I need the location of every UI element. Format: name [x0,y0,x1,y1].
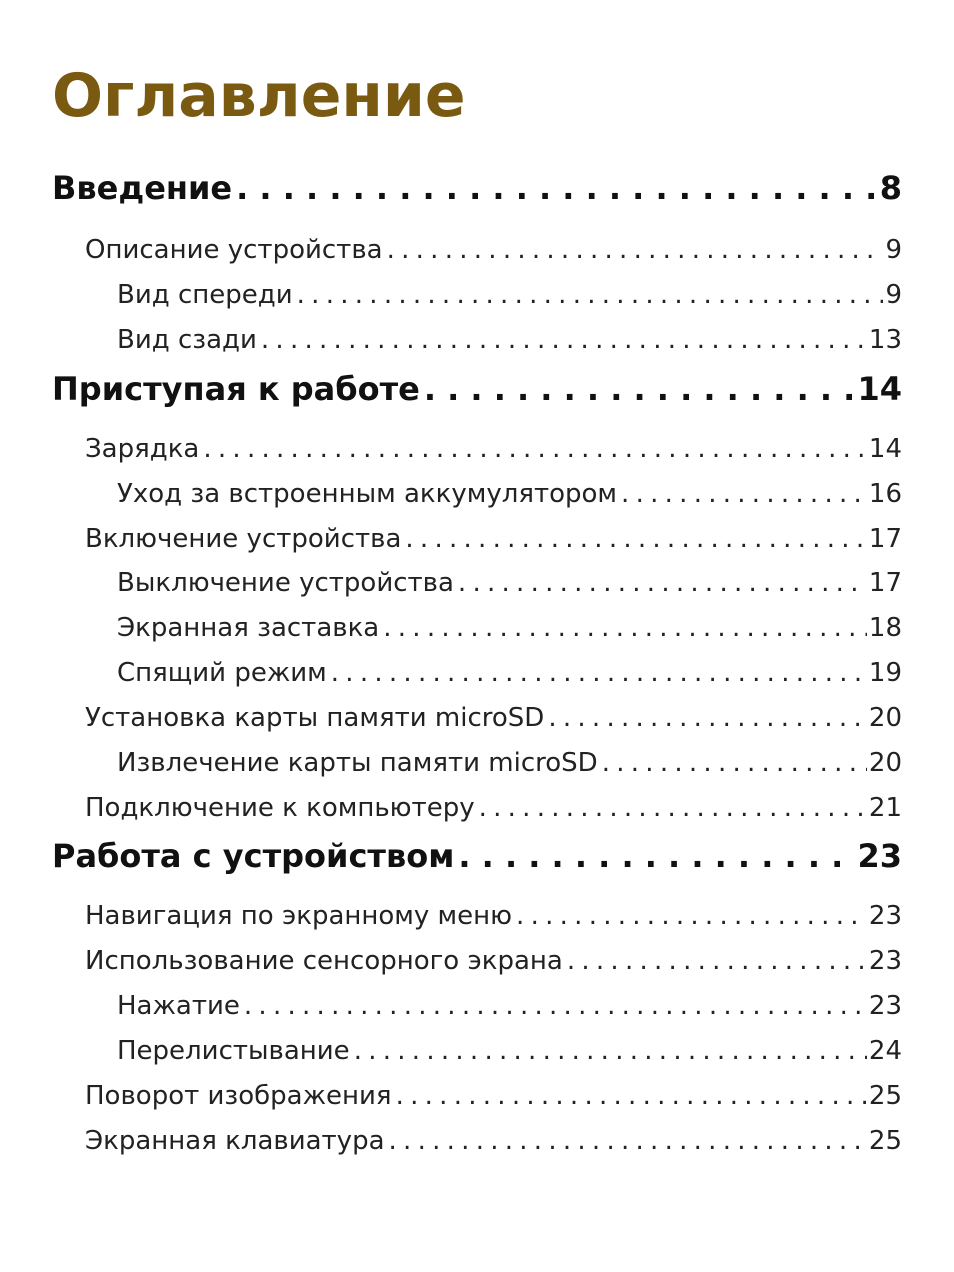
toc-entry-page: 21 [868,793,902,823]
toc-entry-page: 14 [857,370,902,408]
toc-entry[interactable] [52,369,902,409]
toc-entry-label: Экранная заставка [117,613,380,643]
dot-leader [236,168,878,208]
toc-entry[interactable] [85,701,902,735]
toc-entry[interactable] [117,566,902,600]
toc-entry-label: Включение устройства [85,524,402,554]
toc-entry[interactable] [117,278,902,312]
toc-entry-label: Введение [52,169,233,207]
toc-entry[interactable] [117,989,902,1023]
toc-entry-page: 9 [885,235,902,265]
toc-entry-page: 25 [868,1081,902,1111]
toc-entry[interactable] [52,168,902,208]
dot-leader [424,369,856,409]
dot-leader [389,1124,867,1158]
toc-entry-page: 14 [868,434,902,464]
dot-leader [405,522,867,556]
toc-entry-page: 13 [868,325,902,355]
toc-entry[interactable] [117,611,902,645]
toc-entry-label: Работа с устройством [52,837,455,875]
toc-entry-page: 24 [868,1036,902,1066]
toc-entry-page: 18 [868,613,902,643]
dot-leader [331,656,867,690]
dot-leader [621,477,867,511]
toc-entry[interactable] [117,323,902,357]
toc-entry-label: Зарядка [85,434,200,464]
dot-leader [244,989,867,1023]
toc-entry-label: Уход за встроенным аккумулятором [117,479,618,509]
toc-entry[interactable] [52,836,902,876]
toc-entry-page: 23 [868,946,902,976]
dot-leader [297,278,884,312]
toc-entry[interactable] [117,746,902,780]
toc-entry[interactable] [85,1124,902,1158]
toc-entry-label: Поворот изображения [85,1081,392,1111]
toc-entry-label: Приступая к работе [52,370,420,408]
toc-entry[interactable] [85,233,902,267]
toc-entry-page: 23 [868,901,902,931]
toc-entry-label: Выключение устройства [117,568,454,598]
dot-leader [387,233,884,267]
toc-entry-label: Использование сенсорного экрана [85,946,563,976]
toc-entry[interactable] [85,791,902,825]
toc-entry-page: 8 [879,169,902,207]
toc-entry-label: Вид сзади [117,325,257,355]
toc-entry-page: 17 [868,568,902,598]
toc-entry-label: Вид спереди [117,280,293,310]
toc-entry-label: Извлечение карты памяти microSD [117,748,598,778]
toc-entry[interactable] [117,1034,902,1068]
dot-leader [516,899,867,933]
toc-entry[interactable] [85,944,902,978]
toc-entry-label: Спящий режим [117,658,327,688]
dot-leader [354,1034,867,1068]
dot-leader [458,566,867,600]
toc-entry-label: Экранная клавиатура [85,1126,385,1156]
dot-leader [548,701,867,735]
toc-entry[interactable] [117,477,902,511]
toc-entry-page: 20 [868,703,902,733]
toc-entry-label: Навигация по экранному меню [85,901,513,931]
toc-entry-label: Описание устройства [85,235,383,265]
toc-entry-label: Нажатие [117,991,240,1021]
toc-entry[interactable] [85,522,902,556]
toc-entry-label: Перелистывание [117,1036,350,1066]
toc-entry[interactable] [85,899,902,933]
toc-entry-page: 16 [868,479,902,509]
toc-entry-page: 20 [868,748,902,778]
toc-entry[interactable] [117,656,902,690]
dot-leader [567,944,867,978]
toc-entry-label: Установка карты памяти microSD [85,703,545,733]
toc-entry[interactable] [85,432,902,466]
dot-leader [203,432,867,466]
page-title: Оглавление [52,61,466,131]
toc-entry[interactable] [85,1079,902,1113]
toc-entry-page: 23 [857,837,902,875]
toc-entry-page: 9 [885,280,902,310]
dot-leader [261,323,867,357]
dot-leader [383,611,867,645]
dot-leader [396,1079,867,1113]
dot-leader [602,746,867,780]
toc-entry-page: 19 [868,658,902,688]
toc-entry-label: Подключение к компьютеру [85,793,475,823]
dot-leader [458,836,855,876]
toc-entry-page: 17 [868,524,902,554]
toc-entry-page: 25 [868,1126,902,1156]
toc-entry-page: 23 [868,991,902,1021]
dot-leader [479,791,867,825]
